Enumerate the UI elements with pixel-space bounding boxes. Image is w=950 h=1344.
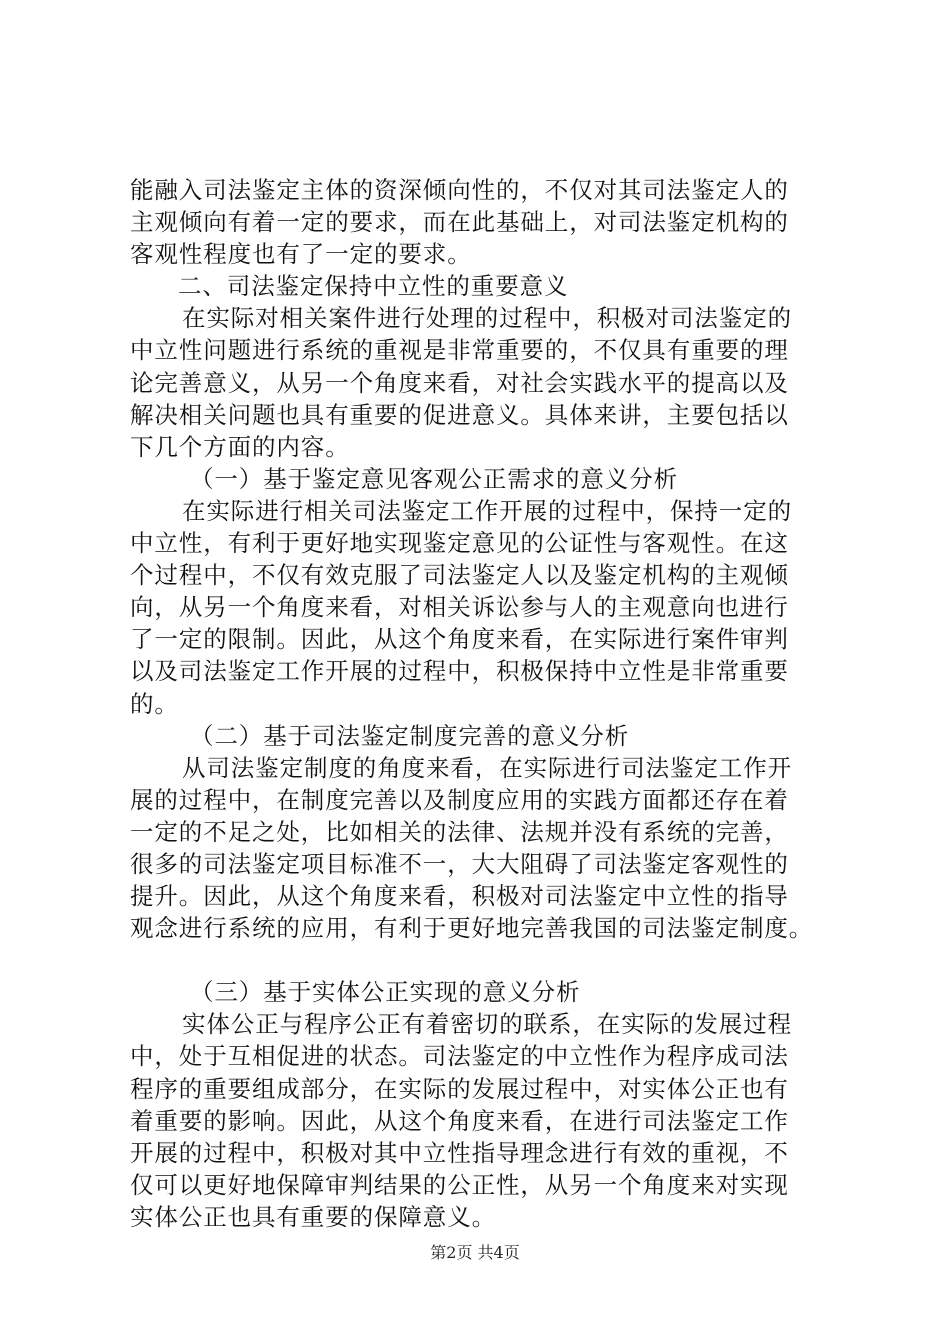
text-line: 客观性程度也有了一定的要求。 <box>130 240 472 269</box>
text-line: 二、司法鉴定保持中立性的重要意义 <box>178 272 569 301</box>
section-heading <box>130 720 850 752</box>
text-line: （一）基于鉴定意见客观公正需求的意义分析 <box>190 464 678 493</box>
text-line: 实体公正也具有重要的保障意义。 <box>130 1202 496 1231</box>
text-line: （三）基于实体公正实现的意义分析 <box>190 978 581 1007</box>
text-line: 在实际对相关案件进行处理的过程中，积极对司法鉴定的 <box>182 304 792 333</box>
text-line: 仅可以更好地保障审判结果的公正性，从另一个角度来对实现 <box>130 1170 789 1199</box>
text-line: 主观倾向有着一定的要求，而在此基础上，对司法鉴定机构的 <box>130 208 789 237</box>
text-line: 中立性问题进行系统的重视是非常重要的，不仅具有重要的理 <box>130 336 789 365</box>
section-heading <box>130 270 850 302</box>
document-body <box>130 174 850 1233</box>
text-line: 向，从另一个角度来看，对相关诉讼参与人的主观意向也进行 <box>130 593 789 622</box>
text-line: 一定的不足之处，比如相关的法律、法规并没有系统的完善， <box>130 817 789 846</box>
text-line: 程序的重要组成部分，在实际的发展过程中，对实体公正也有 <box>130 1074 789 1103</box>
text-line: 能融入司法鉴定主体的资深倾向性的，不仅对其司法鉴定人的 <box>130 176 789 204</box>
text-line: 以及司法鉴定工作开展的过程中，积极保持中立性是非常重要 <box>130 657 789 686</box>
paragraph <box>130 174 850 270</box>
paragraph <box>130 495 850 720</box>
text-line: 提升。因此，从这个角度来看，积极对司法鉴定中立性的指导 <box>130 882 789 911</box>
text-line: 了一定的限制。因此，从这个角度来看，在实际进行案件审判 <box>130 625 789 654</box>
text-line: 中，处于互相促进的状态。司法鉴定的中立性作为程序成司法 <box>130 1042 789 1071</box>
paragraph <box>130 752 850 945</box>
text-line: （二）基于司法鉴定制度完善的意义分析 <box>190 721 630 750</box>
text-line: 个过程中，不仅有效克服了司法鉴定人以及鉴定机构的主观倾 <box>130 561 789 590</box>
text-line: 在实际进行相关司法鉴定工作开展的过程中，保持一定的 <box>182 496 792 525</box>
text-line: 的。 <box>130 689 179 718</box>
text-line: 中立性，有利于更好地实现鉴定意见的公证性与客观性。在这 <box>130 529 789 558</box>
paragraph <box>130 1008 850 1233</box>
paragraph <box>130 302 850 462</box>
text-line: 很多的司法鉴定项目标准不一，大大阻碍了司法鉴定客观性的 <box>130 849 789 878</box>
text-line: 实体公正与程序公正有着密切的联系，在实际的发展过程 <box>182 1010 792 1039</box>
paragraph-gap <box>130 944 850 976</box>
text-line: 解决相关问题也具有重要的促进意义。具体来讲，主要包括以 <box>130 400 789 429</box>
section-heading <box>130 976 850 1008</box>
text-line: 从司法鉴定制度的角度来看，在实际进行司法鉴定工作开 <box>182 753 792 782</box>
text-line: 观念进行系统的应用，有利于更好地完善我国的司法鉴定制度。 <box>130 914 814 943</box>
page-number-footer: 第2页 共4页 <box>430 1243 520 1262</box>
text-line: 下几个方面的内容。 <box>130 432 350 461</box>
text-line: 论完善意义，从另一个角度来看，对社会实践水平的提高以及 <box>130 368 789 397</box>
text-line: 开展的过程中，积极对其中立性指导理念进行有效的重视，不 <box>130 1138 789 1167</box>
section-heading <box>130 463 850 495</box>
text-line: 着重要的影响。因此，从这个角度来看，在进行司法鉴定工作 <box>130 1106 789 1135</box>
text-line: 展的过程中，在制度完善以及制度应用的实践方面都还存在着 <box>130 785 789 814</box>
